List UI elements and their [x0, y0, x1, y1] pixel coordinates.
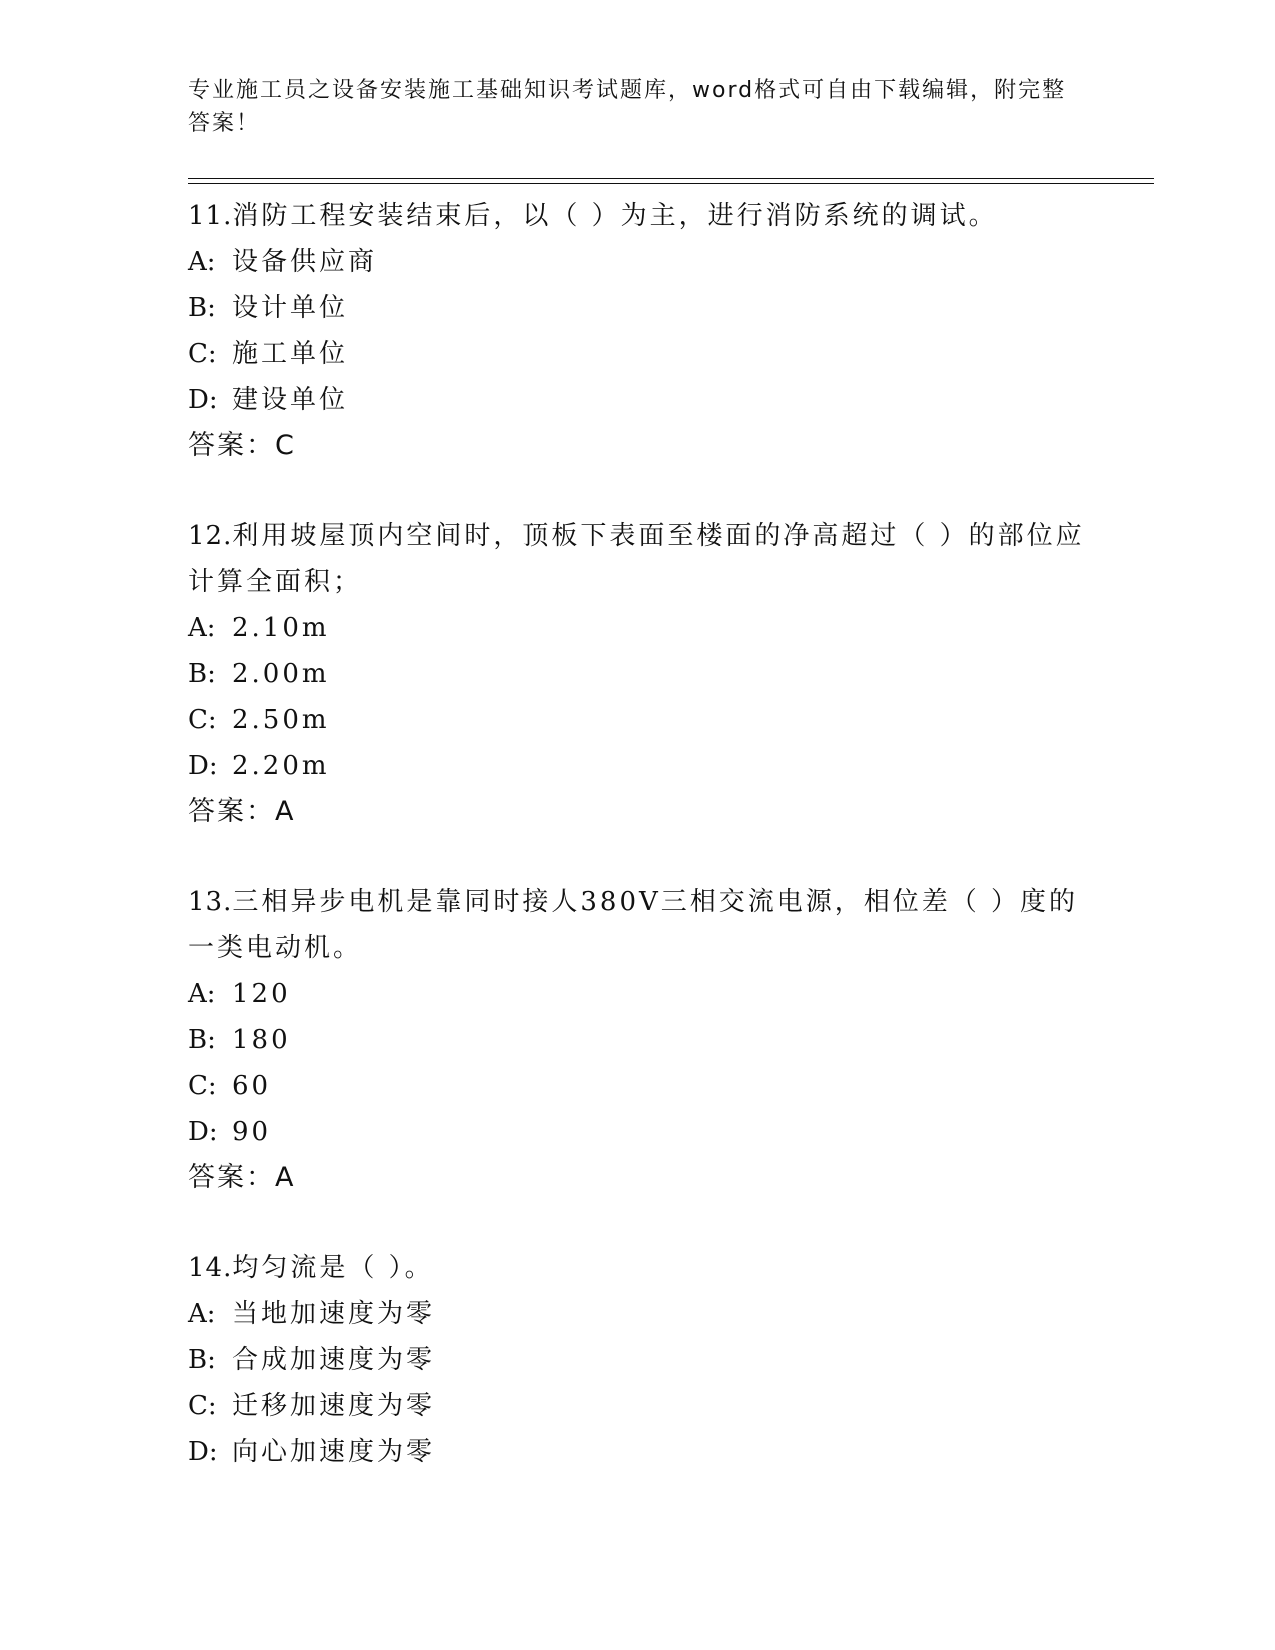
option-b — [188, 1337, 1088, 1383]
option-c — [188, 697, 1088, 743]
option-letter: C: — [188, 1071, 217, 1101]
option-d — [188, 377, 1088, 423]
question-12 — [188, 513, 1088, 835]
option-d — [188, 1429, 1088, 1475]
option-a — [188, 1291, 1088, 1337]
option-c — [188, 1383, 1088, 1429]
question-number: 14. — [188, 1253, 233, 1283]
option-letter: B: — [188, 659, 216, 689]
document-header: 专业施工员之设备安装施工基础知识考试题库，word格式可自由下载编辑，附完整答案！ — [188, 78, 1067, 136]
option-c — [188, 1063, 1088, 1109]
option-text: 建设单位 — [232, 385, 349, 415]
header-double-rule — [188, 178, 1154, 184]
option-letter: B: — [188, 1025, 216, 1055]
option-text: 2.00m — [232, 659, 330, 689]
question-text — [188, 193, 1088, 239]
option-letter: A: — [188, 613, 216, 643]
option-text: 180 — [232, 1025, 291, 1055]
answer-line: 答案：A — [188, 796, 296, 827]
option-b — [188, 651, 1088, 697]
question-text — [188, 513, 1088, 605]
question-11 — [188, 193, 1088, 469]
option-text: 合成加速度为零 — [232, 1345, 436, 1375]
option-letter: D: — [188, 385, 218, 415]
option-a — [188, 971, 1088, 1017]
question-stem: 利用坡屋顶内空间时，顶板下表面至楼面的净高超过（ ）的部位应计算全面积； — [188, 521, 1085, 597]
option-letter: C: — [188, 1391, 217, 1421]
option-letter: A: — [188, 247, 216, 277]
option-text: 迁移加速度为零 — [232, 1391, 436, 1421]
option-c — [188, 331, 1088, 377]
option-text: 施工单位 — [232, 339, 349, 369]
question-14 — [188, 1245, 1088, 1475]
option-text: 120 — [232, 979, 291, 1009]
option-letter: D: — [188, 1437, 218, 1467]
option-a — [188, 239, 1088, 285]
question-stem: 均匀流是（ ）。 — [232, 1253, 434, 1283]
option-text: 2.50m — [232, 705, 330, 735]
option-letter: A: — [188, 1299, 216, 1329]
question-13 — [188, 879, 1088, 1201]
option-a — [188, 605, 1088, 651]
question-text — [188, 879, 1088, 971]
option-text: 设备供应商 — [232, 247, 378, 277]
question-number: 12. — [188, 521, 233, 551]
question-stem: 消防工程安装结束后，以（ ）为主，进行消防系统的调试。 — [232, 201, 998, 231]
option-text: 2.20m — [232, 751, 330, 781]
option-b — [188, 285, 1088, 331]
option-text: 60 — [232, 1071, 272, 1101]
option-letter: D: — [188, 751, 218, 781]
answer-line: 答案：A — [188, 1162, 296, 1193]
question-number: 13. — [188, 887, 233, 917]
option-d — [188, 1109, 1088, 1155]
option-letter: C: — [188, 339, 217, 369]
question-stem: 三相异步电机是靠同时接人380V三相交流电源，相位差（ ）度的一类电动机。 — [188, 887, 1079, 963]
question-number: 11. — [188, 201, 233, 231]
option-letter: D: — [188, 1117, 218, 1147]
option-letter: B: — [188, 1345, 216, 1375]
option-letter: C: — [188, 705, 217, 735]
option-d — [188, 743, 1088, 789]
option-letter: A: — [188, 979, 216, 1009]
question-text — [188, 1245, 1088, 1291]
option-text: 当地加速度为零 — [232, 1299, 436, 1329]
option-text: 2.10m — [232, 613, 330, 643]
option-text: 设计单位 — [232, 293, 349, 323]
answer-line: 答案：C — [188, 430, 296, 461]
option-text: 90 — [232, 1117, 272, 1147]
option-letter: B: — [188, 293, 216, 323]
option-b — [188, 1017, 1088, 1063]
question-list — [188, 193, 1088, 1475]
option-text: 向心加速度为零 — [232, 1437, 436, 1467]
